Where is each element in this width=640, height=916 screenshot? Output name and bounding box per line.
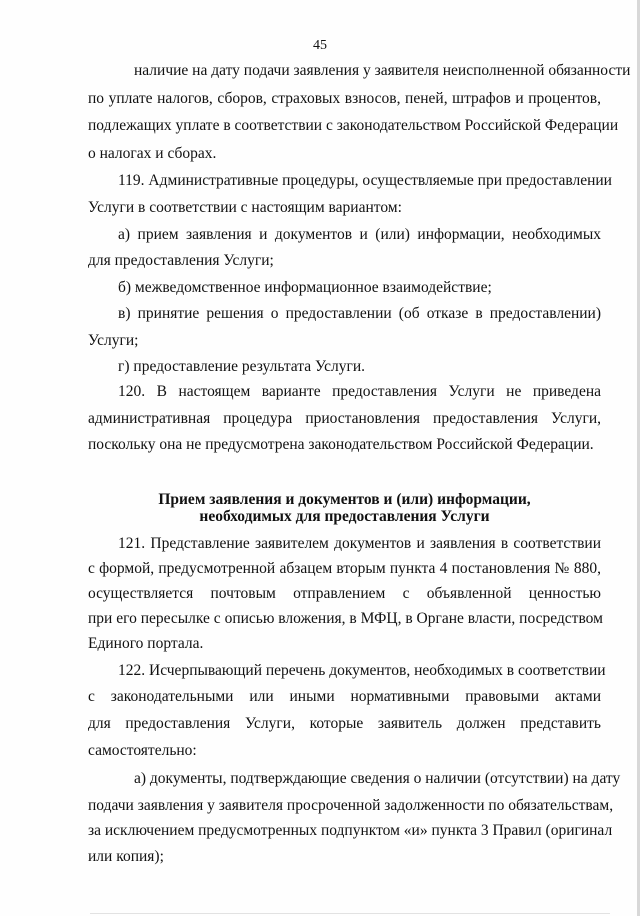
text-line: в) принятие решения о предоставлении (об отказе в предоставлении) xyxy=(118,305,601,322)
text-line: осуществляется почтовым отправлением с объявленной ценностью xyxy=(88,585,601,602)
text-line: б) межведомственное информационное взаимодействие; xyxy=(118,279,492,296)
text-line: поскольку она не предусмотрена законодательством Российской Федерации. xyxy=(88,436,594,453)
text-line: о налогах и сборах. xyxy=(88,145,217,162)
section-heading-line-2: необходимых для предоставления Услуги xyxy=(199,508,490,525)
text-line: с законодательными или иными нормативными правовыми актами xyxy=(88,688,601,705)
page-bottom-edge xyxy=(90,913,610,914)
text-line: подлежащих уплате в соответствии с законодательством Российской Федерации xyxy=(88,117,619,134)
text-line: при его пересылке с описью вложения, в МФЦ, в Органе власти, посредством xyxy=(88,610,603,627)
text-line: Услуги; xyxy=(88,332,139,349)
text-line: административная процедура приостановления предоставления Услуги, xyxy=(88,410,601,427)
text-line: для предоставления Услуги; xyxy=(88,252,274,269)
text-line: наличие на дату подачи заявления у заявителя неисполненной обязанности xyxy=(134,62,631,79)
text-line: по уплате налогов, сборов, страховых взносов, пеней, штрафов и процентов, xyxy=(88,90,601,107)
page-number: 45 xyxy=(313,38,327,53)
text-line: 121. Представление заявителем документов и заявления в соответствии xyxy=(118,535,601,552)
text-line: для предоставления Услуги, которые заявитель должен представить xyxy=(88,715,601,732)
text-line: 122. Исчерпывающий перечень документов, необходимых в соответствии xyxy=(118,662,606,679)
text-line: а) прием заявления и документов и (или) информации, необходимых xyxy=(118,226,601,243)
section-heading-line-1: Прием заявления и документов и (или) информации, xyxy=(158,491,531,508)
text-line: Услуги в соответствии с настоящим вариантом: xyxy=(88,199,402,216)
text-line: за исключением предусмотренных подпунктом «и» пункта 3 Правил (оригинал xyxy=(88,822,613,839)
text-line: а) документы, подтверждающие сведения о наличии (отсутствии) на дату xyxy=(134,770,621,787)
text-line: подачи заявления у заявителя просроченной задолженности по обязательствам, xyxy=(88,797,614,814)
text-line: самостоятельно: xyxy=(88,742,197,759)
text-line: с формой, предусмотренной абзацем вторым пункта 4 постановления № 880, xyxy=(88,560,601,577)
text-line: 119. Административные процедуры, осуществляемые при предоставлении xyxy=(118,172,612,189)
text-line: 120. В настоящем варианте предоставления Услуги не приведена xyxy=(118,383,601,400)
text-line: Единого портала. xyxy=(88,635,204,652)
text-line: или копия); xyxy=(88,848,164,865)
text-line: г) предоставление результата Услуги. xyxy=(118,358,365,375)
